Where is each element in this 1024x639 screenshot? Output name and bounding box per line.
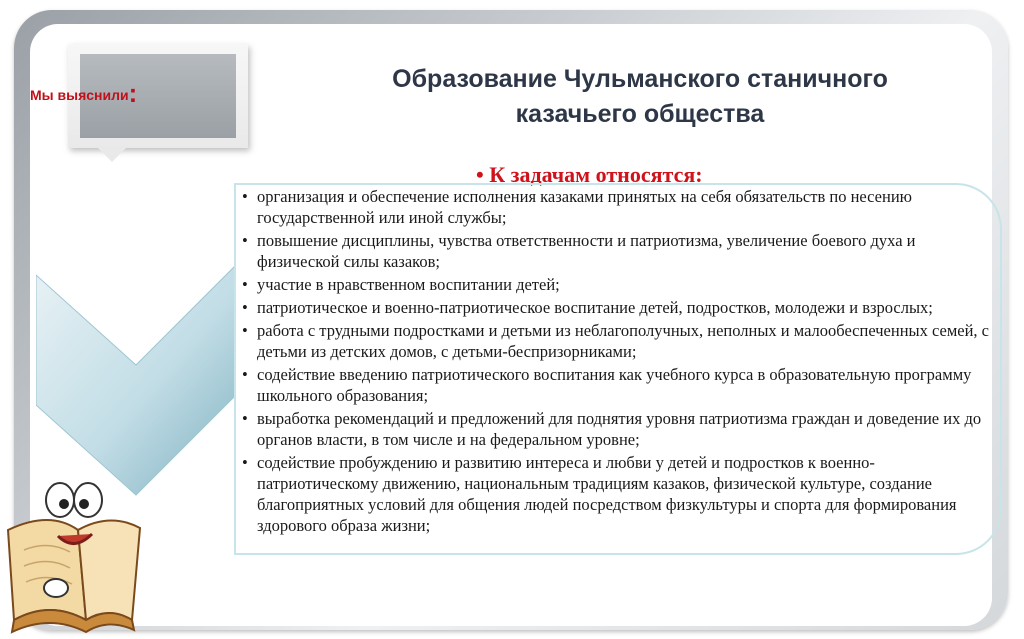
speech-bubble-tail [96, 146, 128, 162]
section-subtitle: • К задачам относятся: [476, 162, 703, 187]
list-item: • содействие пробуждению и развитию интереса и любви у детей и подростков к военно-патриотическому движению, национальным традициям казаков, физической культуре, создание благоприятных условий для общения людей посредством физкультуры и спорта для формирования здорового образа жизни; [242, 452, 990, 536]
list-item: • выработка рекомендаций и предложений для поднятия уровня патриотизма граждан и доведение их до органов власти, в том числе и на федеральном уровне; [242, 408, 990, 450]
list-item: • работа с трудными подростками и детьми из неблагополучных, неполных и малообеспеченных семей, с детьми из детских домов, с детьми-беспризорниками; [242, 320, 990, 362]
task-list [242, 186, 990, 538]
list-item: • участие в нравственном воспитании детей; [242, 274, 990, 295]
title-line-1: Образование Чульманского станичного [392, 65, 888, 93]
list-item: • содействие введению патриотического воспитания как учебного курса в образовательную программу школьного образования; [242, 364, 990, 406]
bubble-label-text: Мы выяснили [30, 87, 129, 103]
list-item: • повышение дисциплины, чувства ответственности и патриотизма, увеличение боевого духа и физической силы казаков; [242, 230, 990, 272]
book-character-icon [0, 470, 150, 639]
bubble-colon: : [128, 78, 138, 108]
title-line-2: казачьего общества [515, 100, 765, 128]
speech-bubble-label [30, 78, 137, 109]
list-item: • патриотическое и военно-патриотическое воспитание детей, подростков, молодежи и взрослых; [242, 297, 990, 318]
page-title [300, 62, 980, 132]
list-item: • организация и обеспечение исполнения казаками принятых на себя обязательств по несению государственной или иной службы; [242, 186, 990, 228]
